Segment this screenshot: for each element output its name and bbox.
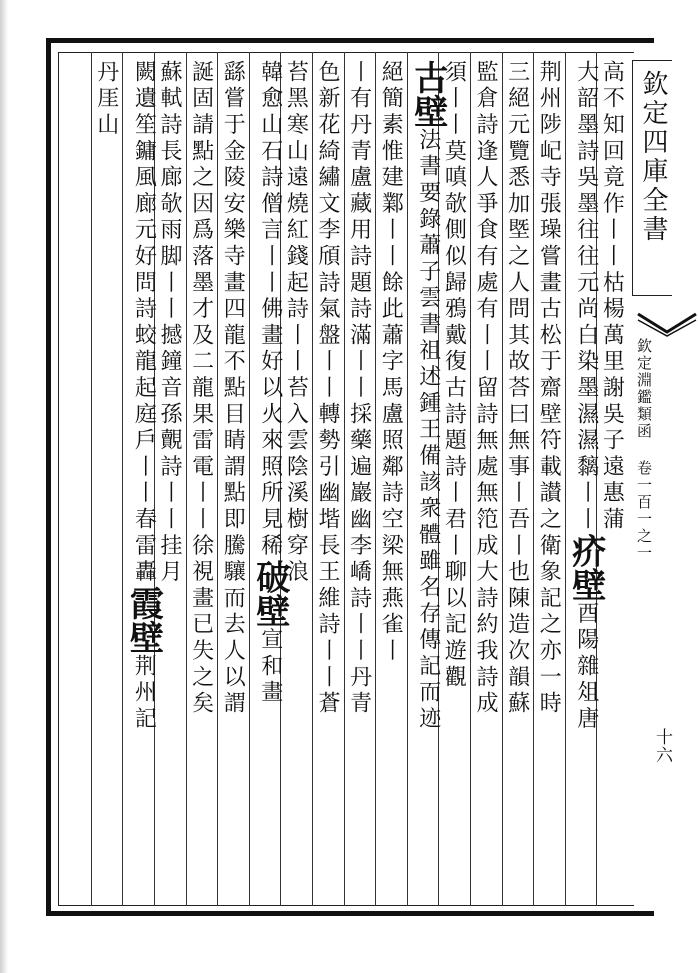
column-text: 繇嘗于金陵安樂寺畫四龍不點目睛謂點即騰驤而去人以謂 [220,60,246,718]
text-column [190,60,212,718]
column-text: 蘇軾詩長廊欹雨脚丨丨撼鐘音孫覿詩丨丨挂月 [157,60,182,586]
column-rule [375,52,376,906]
column-text: 大韶墨詩吳墨往往元尚白染墨濕濕黐丨丨 [573,60,599,534]
text-column [506,60,528,718]
text-column [565,60,606,733]
text-column [348,60,370,718]
column-text: 法書要錄蕭子雲書祖述鍾王備該衆體雖名存傳記而迹 [415,128,441,733]
column-text: 荆州記 [131,654,157,733]
column-text: 色新花綺繡文李頎詩氣盤丨丨轉勢引幽堦長王維詩丨丨蒼 [315,60,340,718]
column-text: 酉陽雜俎唐 [573,601,599,733]
text-column [158,60,180,586]
text-column [536,60,562,718]
text-column [378,60,404,665]
column-rule [502,52,503,906]
entry-heading: 疥壁 [565,533,606,602]
column-text: 須丨丨莫嗔欹側似歸鴉戴復古詩題詩丨君丨聊以記遊觀 [441,60,467,692]
volume-label [636,338,652,658]
volume-line-2: 卷一百一之一 [635,460,653,562]
book-title: 欽定四庫全書 [638,70,668,244]
text-column [249,60,290,707]
column-text: 荆州陟屺寺張璪嘗畫古松于齋壁符載讃之衛象記之亦一時 [536,60,562,718]
column-text: 丨有丹青盧藏用詩題詩滿丨丨採藥遍巖幽李嶠詩丨丨丹青 [346,60,372,718]
text-column [283,60,309,586]
column-rule [344,52,345,906]
column-rule [470,52,471,906]
column-rule [91,52,92,906]
text-column [441,60,467,692]
column-rule [217,52,218,906]
column-rule [533,52,534,906]
text-column [95,60,117,139]
column-rule [407,52,408,906]
column-text: 苔黑寒山遠燒紅錢起詩丨丨苔入雲陰溪樹穿浪 [283,60,309,586]
text-column [316,60,338,718]
text-column [599,60,625,534]
column-text: 誕固請點之因爲落墨才及二龍果雷電丨丨徐視畫已失之矣 [188,60,214,718]
column-rule [249,52,250,906]
text-column [123,60,164,733]
text-column [407,60,448,733]
column-text: 丹厓山 [93,60,119,139]
column-text: 韓愈山石詩僧言丨丨佛畫好以火來照所見稀 [257,60,283,560]
column-rule [565,52,566,906]
column-text: 絕簡素惟建鄴丨丨餘此蕭字馬盧照鄰詩空梁無燕雀丨 [378,60,404,665]
column-rule [312,52,313,906]
column-rule [186,52,187,906]
scan-shadow-left [0,0,8,973]
text-column [220,60,246,718]
entry-heading: 破壁 [249,559,290,628]
page-number: 十六 [652,728,672,764]
column-text: 高不知回竟作丨丨枯楊萬里謝吳子遠惠蒲 [599,60,625,534]
column-text: 三絕元覽悉加塈之人問其故荅曰無事丨吾丨也陳造次韻蘇 [504,60,530,718]
text-column [474,60,496,718]
column-rule [122,52,123,906]
volume-line-1: 欽定淵鑑類函 [635,338,653,440]
entry-heading: 古壁 [407,60,448,128]
column-text: 闕遺笙鏞風廊元好問詩蛟龍起庭戶丨丨春雷轟 [131,60,157,586]
column-text: 宣和畫 [257,627,283,707]
column-text: 監倉詩逢人爭食有處有丨丨留詩無處無笵成大詩約我詩成 [473,60,498,718]
entry-heading: 霞壁 [123,586,164,654]
fishtail-mark-icon [636,312,698,338]
